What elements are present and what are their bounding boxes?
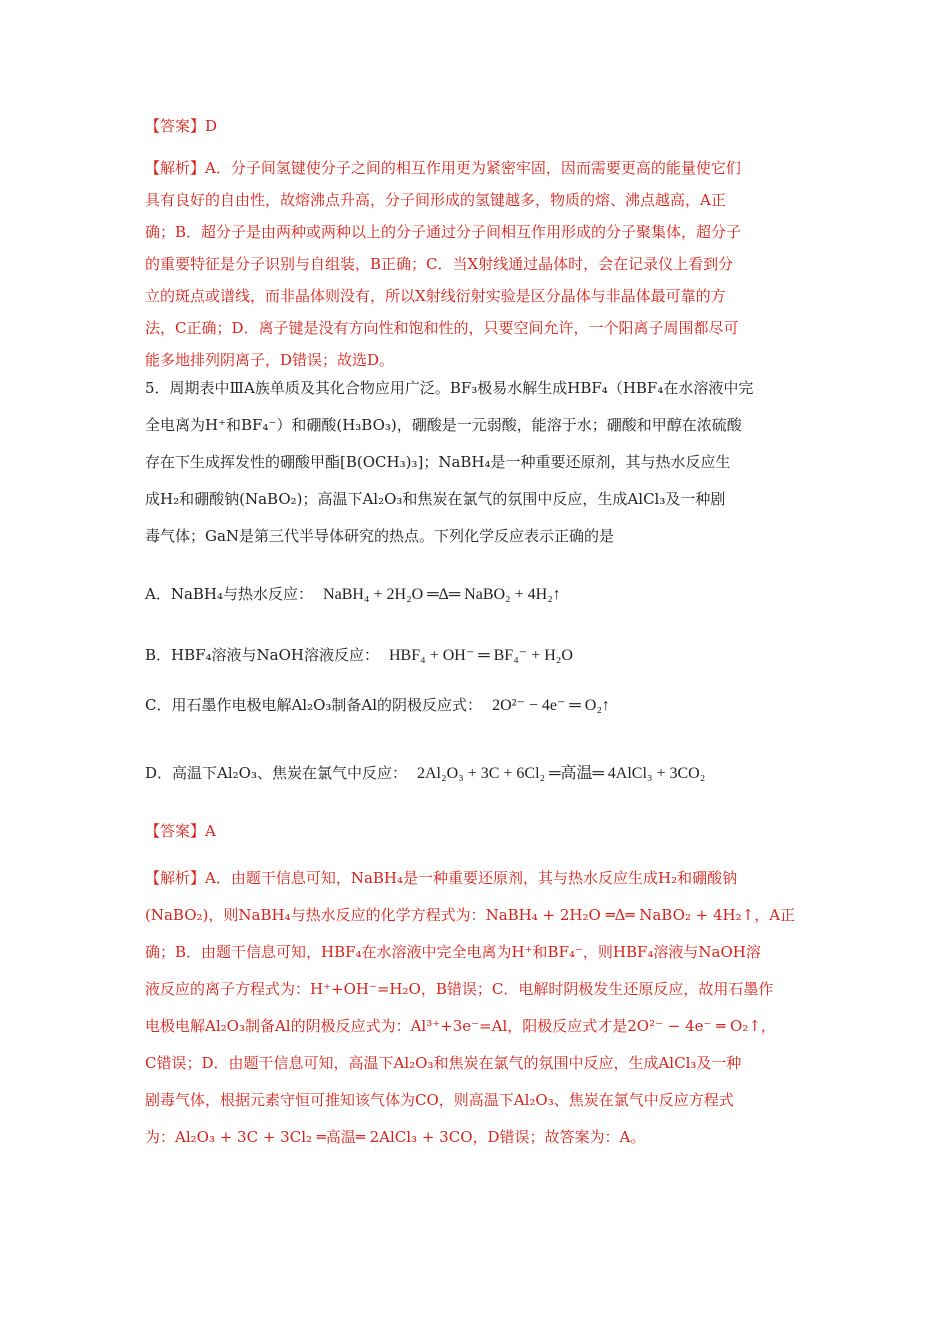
option-a-text: A．NaBH₄与热水反应： <box>145 585 314 603</box>
option-c <box>145 694 610 715</box>
option-c-formula: 2O²⁻ − 4e⁻ ═ O₂↑ <box>492 697 610 714</box>
option-b <box>145 644 573 665</box>
explanation-1-line: 能多地排列阴离子，D错误；故选D。 <box>145 351 395 369</box>
option-d <box>145 760 705 783</box>
explanation-2-line: 电极电解Al₂O₃制备Al的阴极反应式为：Al³⁺+3e⁻=Al，阳极反应式才是2O²⁻ − 4e⁻ ═ O₂↑， <box>145 1017 776 1035</box>
explanation-1-line: 具有良好的自由性，故熔沸点升高，分子间形成的氢键越多，物质的熔、沸点越高，A正 <box>145 191 726 209</box>
answer-2-label: 【答案】A <box>145 822 216 840</box>
explanation-1 <box>145 152 805 376</box>
explanation-2-line: 确；B．由题干信息可知，HBF₄在水溶液中完全电离为H⁺和BF₄⁻，则HBF₄溶液与NaOH溶 <box>145 943 761 961</box>
question-5-stem <box>145 370 805 555</box>
question-line: 毒气体；GaN是第三代半导体研究的热点。下列化学反应表示正确的是 <box>145 527 615 545</box>
explanation-1-line: 的重要特征是分子识别与自组装，B正确；C．当X射线通过晶体时，会在记录仪上看到分 <box>145 255 734 273</box>
explanation-2 <box>145 860 805 1156</box>
question-line: 成H₂和硼酸钠(NaBO₂)；高温下Al₂O₃和焦炭在氯气的氛围中反应，生成AlCl₃及一种剧 <box>145 490 726 508</box>
option-a <box>145 583 561 604</box>
explanation-2-line: 【解析】A．由题干信息可知，NaBH₄是一种重要还原剂，其与热水反应生成H₂和硼酸钠 <box>145 869 738 887</box>
explanation-2-line: 液反应的离子方程式为：H⁺+OH⁻=H₂O，B错误；C．电解时阴极发生还原反应，故用石墨作 <box>145 980 774 998</box>
option-a-formula: NaBH₄ + 2H₂O ═Δ═ NaBO₂ + 4H₂↑ <box>323 586 561 603</box>
option-d-text: D．高温下Al₂O₃、焦炭在氯气中反应： <box>145 764 407 782</box>
option-d-formula: 2Al₂O₃ + 3C + 6Cl₂ ═高温═ 4AlCl₃ + 3CO₂ <box>416 765 706 782</box>
explanation-1-line: 立的斑点或谱线，而非晶体则没有，所以X射线衍射实验是区分晶体与非晶体最可靠的方 <box>145 287 726 305</box>
explanation-2-line: 为：Al₂O₃ + 3C + 3Cl₂ ═高温═ 2AlCl₃ + 3CO，D错误；故答案为：A。 <box>145 1128 646 1146</box>
explanation-2-line: (NaBO₂)，则NaBH₄与热水反应的化学方程式为：NaBH₄ + 2H₂O ═Δ═ NaBO₂ + 4H₂↑，A正 <box>145 906 796 924</box>
option-b-text: B．HBF₄溶液与NaOH溶液反应： <box>145 646 379 664</box>
answer-1 <box>145 110 805 142</box>
explanation-1-line: 【解析】A．分子间氢键使分子之间的相互作用更为紧密牢固，因而需要更高的能量使它们 <box>145 159 741 177</box>
answer-2 <box>145 815 805 847</box>
option-c-text: C．用石墨作电极电解Al₂O₃制备Al的阴极反应式： <box>145 696 483 714</box>
explanation-2-line: C错误；D．由题干信息可知，高温下Al₂O₃和焦炭在氯气的氛围中反应，生成AlCl₃及一种 <box>145 1054 742 1072</box>
explanation-1-line: 法，C正确；D．离子键是没有方向性和饱和性的，只要空间允许，一个阳离子周围都尽可 <box>145 319 739 337</box>
question-line: 5．周期表中ⅢA族单质及其化合物应用广泛。BF₃极易水解生成HBF₄（HBF₄在水溶液中完 <box>145 379 754 397</box>
explanation-2-line: 剧毒气体，根据元素守恒可推知该气体为CO，则高温下Al₂O₃、焦炭在氯气中反应方程式 <box>145 1091 734 1109</box>
answer-1-label: 【答案】D <box>145 117 218 135</box>
option-b-formula: HBF₄ + OH⁻ ═ BF₄⁻ + H₂O <box>389 647 573 664</box>
question-line: 全电离为H⁺和BF₄⁻）和硼酸(H₃BO₃)，硼酸是一元弱酸，能溶于水；硼酸和甲醇在浓硫酸 <box>145 416 742 434</box>
question-line: 存在下生成挥发性的硼酸甲酯[B(OCH₃)₃]；NaBH₄是一种重要还原剂，其与热水反应生 <box>145 453 731 471</box>
explanation-1-line: 确；B．超分子是由两种或两种以上的分子通过分子间相互作用形成的分子聚集体，超分子 <box>145 223 742 241</box>
